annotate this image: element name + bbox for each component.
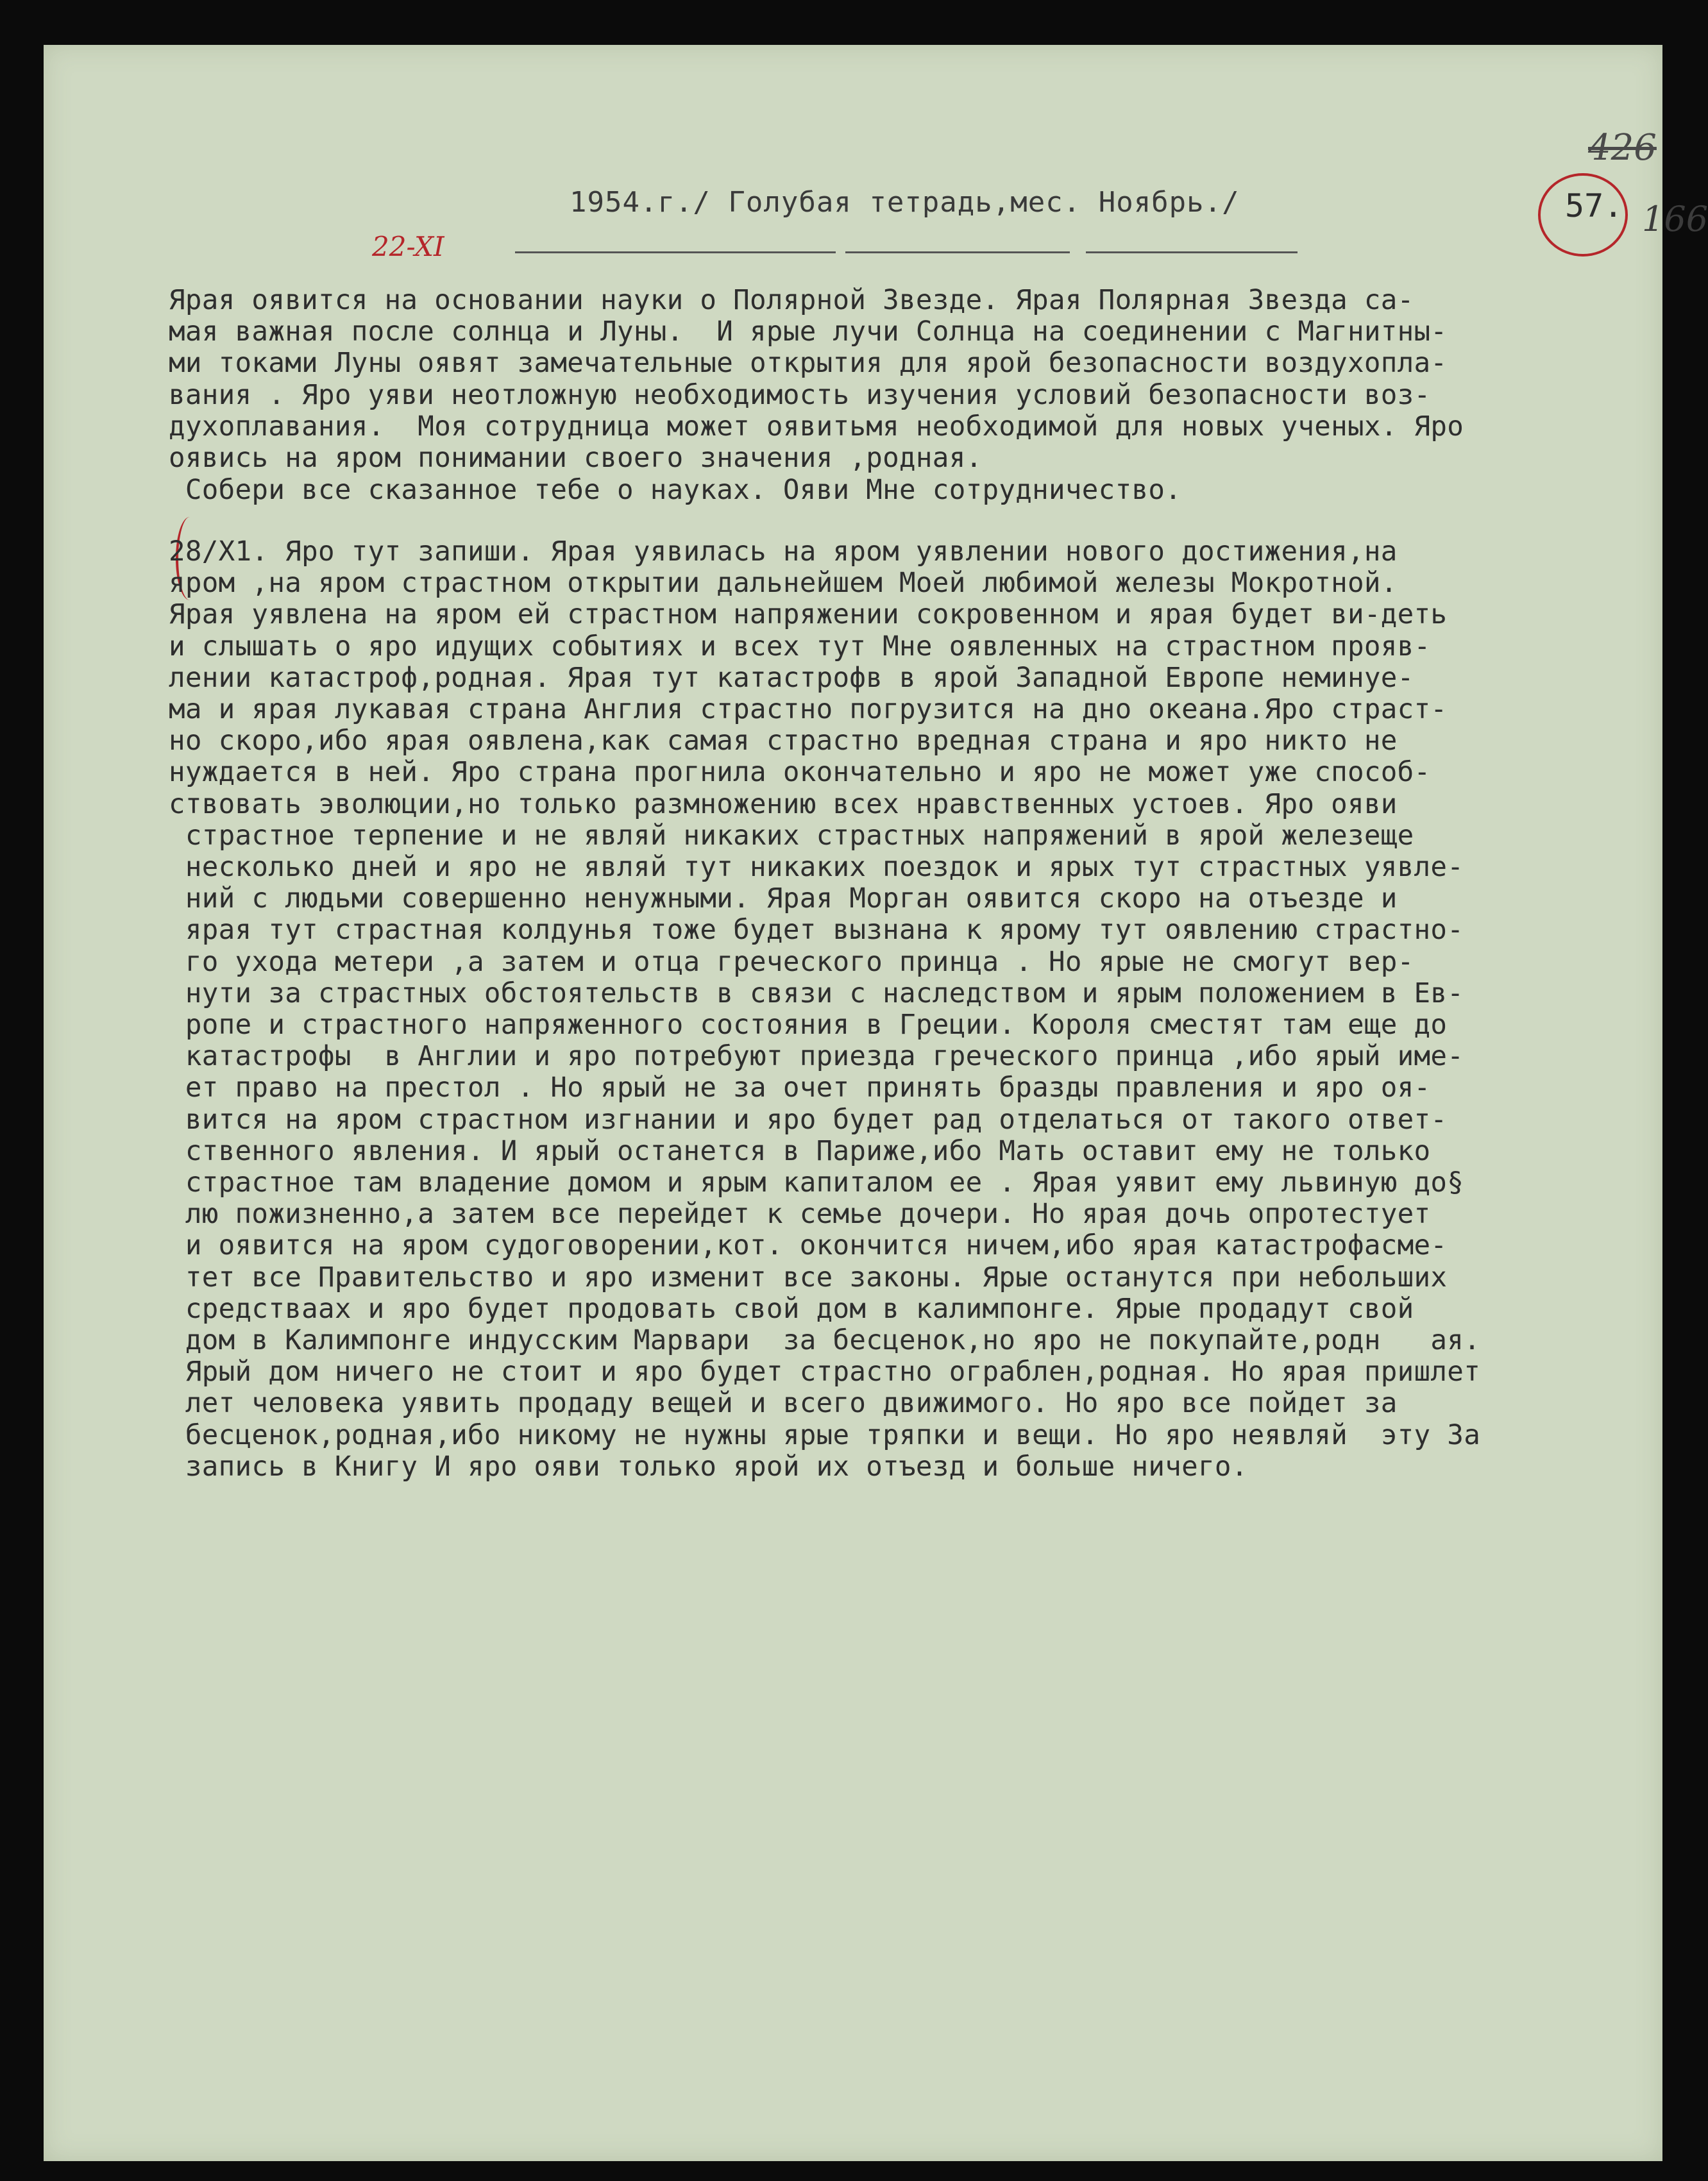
text-line: ственного явления. И ярый останется в Париже,ибо Мать оставит ему не только xyxy=(169,1135,1431,1167)
text-line: лении катастроф,родная. Ярая тут катастрофв в ярой Западной Европе неминуе- xyxy=(169,662,1414,694)
document-page xyxy=(44,45,1708,2161)
text-line: дом в Калимпонге индусским Марвари за бесценок,но яро не покупайте,родн ая. xyxy=(169,1325,1481,1357)
text-line: катастрофы в Англии и яро потребуют приезда греческого принца ,ибо ярый име- xyxy=(169,1041,1464,1073)
text-line: Собери все сказанное тебе о науках. Ояви Мне сотрудничество. xyxy=(169,475,1182,506)
text-line: лю пожизненно,а затем все перейдет к семье дочери. Но ярая дочь опротестует xyxy=(169,1199,1431,1231)
text-line: Ярая уявлена на яром ей страстном напряжении сокровенном и ярая будет ви-деть xyxy=(169,599,1448,631)
text-line: ярая тут страстная колдунья тоже будет вызнана к ярому тут оявлению страстно- xyxy=(169,914,1464,947)
text-line: тет все Правительство и яро изменит все законы. Ярые останутся при небольших xyxy=(169,1261,1448,1293)
title-underline-middle xyxy=(845,251,1070,253)
text-line: 28/Х1. Яро тут запиши. Ярая уявилась на яром уявлении нового достижения,на xyxy=(169,536,1398,568)
text-line: ма и ярая лукавая страна Англия страстно погрузится на дно океана.Яро страст- xyxy=(169,694,1448,726)
text-line: страстное там владение домом и ярым капиталом ее . Ярая уявит ему львиную до§ xyxy=(169,1167,1464,1199)
text-line: оявись на яром понимании своего значения ,родная. xyxy=(169,442,983,475)
text-line: Ярый дом ничего не стоит и яро будет страстно ограблен,родная. Но ярая пришлет xyxy=(169,1356,1481,1388)
text-line: Ярая оявится на основании науки о Полярной Звезде. Ярая Полярная Звезда са- xyxy=(169,285,1414,316)
text-line: ствовать эволюции,но только размножению всех нравственных устоев. Яро ояви xyxy=(169,788,1398,820)
text-line: нуждается в ней. Яро страна прогнила окончательно и яро не может уже способ- xyxy=(169,757,1431,789)
text-line: бесценок,родная,ибо никому не нужны ярые тряпки и вещи. Но яро неявляй эту За xyxy=(169,1419,1481,1451)
text-line: и оявится на яром судоговорении,кот. окончится ничем,ибо ярая катастрофасме- xyxy=(169,1230,1448,1262)
red-handwritten-note: 22-XI xyxy=(372,231,444,262)
text-line: мая важная после солнца и Луны. И ярые лучи Солнца на соединении с Магнитны- xyxy=(169,316,1448,348)
document-title: 1954.г./ Голубая тетрадь,мес. Ноябрь./ xyxy=(570,186,1240,219)
paragraph-3 xyxy=(169,536,1670,1483)
text-line: ропе и страстного напряженного состояния в Греции. Короля сместят там еще до xyxy=(169,1009,1448,1041)
text-line: но скоро,ибо ярая оявлена,как самая страстно вредная страна и яро никто не xyxy=(169,725,1398,757)
text-line: страстное терпение и не являй никаких страстных напряжений в ярой железеще xyxy=(169,820,1414,852)
text-line: ний с людьми совершенно ненужными. Ярая Морган оявится скоро на отъезде и xyxy=(169,883,1398,915)
archive-number: 166 xyxy=(1642,199,1708,239)
text-line: ет право на престол . Но ярый не за очет принять бразды правления и яро оя- xyxy=(169,1072,1431,1104)
text-line: ми токами Луны оявят замечательные открытия для ярой безопасности воздухопла- xyxy=(169,348,1448,380)
text-line: вится на яром страстном изгнании и яро будет рад отделаться от такого ответ- xyxy=(169,1104,1448,1136)
text-line: и слышать о яро идущих событиях и всех тут Мне оявленных на страстном прояв- xyxy=(169,630,1431,662)
paragraph-1 xyxy=(169,285,1670,474)
text-line: вания . Яро уяви неотложную необходимость изучения условий безопасности воз- xyxy=(169,379,1431,411)
text-line: несколько дней и яро не являй тут никаких поездок и ярых тут страстных уявле- xyxy=(169,852,1464,884)
text-line: го ухода метери ,а затем и отца греческого принца . Но ярые не смогут вер- xyxy=(169,946,1414,978)
text-line: запись в Книгу И яро ояви только ярой их отъезд и больше ничего. xyxy=(169,1451,1248,1483)
title-underline-left xyxy=(515,251,836,253)
archive-number-crossed: 426 xyxy=(1588,127,1657,169)
page-number: 57. xyxy=(1565,187,1623,224)
text-line: яром ,на яром страстном открытии дальнейшем Моей любимой железы Мокротной. xyxy=(169,568,1398,600)
text-line: лет человека уявить продаду вещей и всего движимого. Но яро все пойдет за xyxy=(169,1388,1398,1420)
title-underline-right xyxy=(1086,251,1298,253)
text-line: нути за страстных обстоятельств в связи с наследством и ярым положением в Ев- xyxy=(169,977,1464,1009)
paragraph-2 xyxy=(169,475,1670,506)
text-line: средстваах и яро будет продовать свой дом в калимпонге. Ярые продадут свой xyxy=(169,1293,1414,1325)
bleed-through-watermark xyxy=(653,1584,671,1644)
text-line: духоплавания. Моя сотрудница может оявитьмя необходимой для новых ученых. Яро xyxy=(169,410,1464,442)
